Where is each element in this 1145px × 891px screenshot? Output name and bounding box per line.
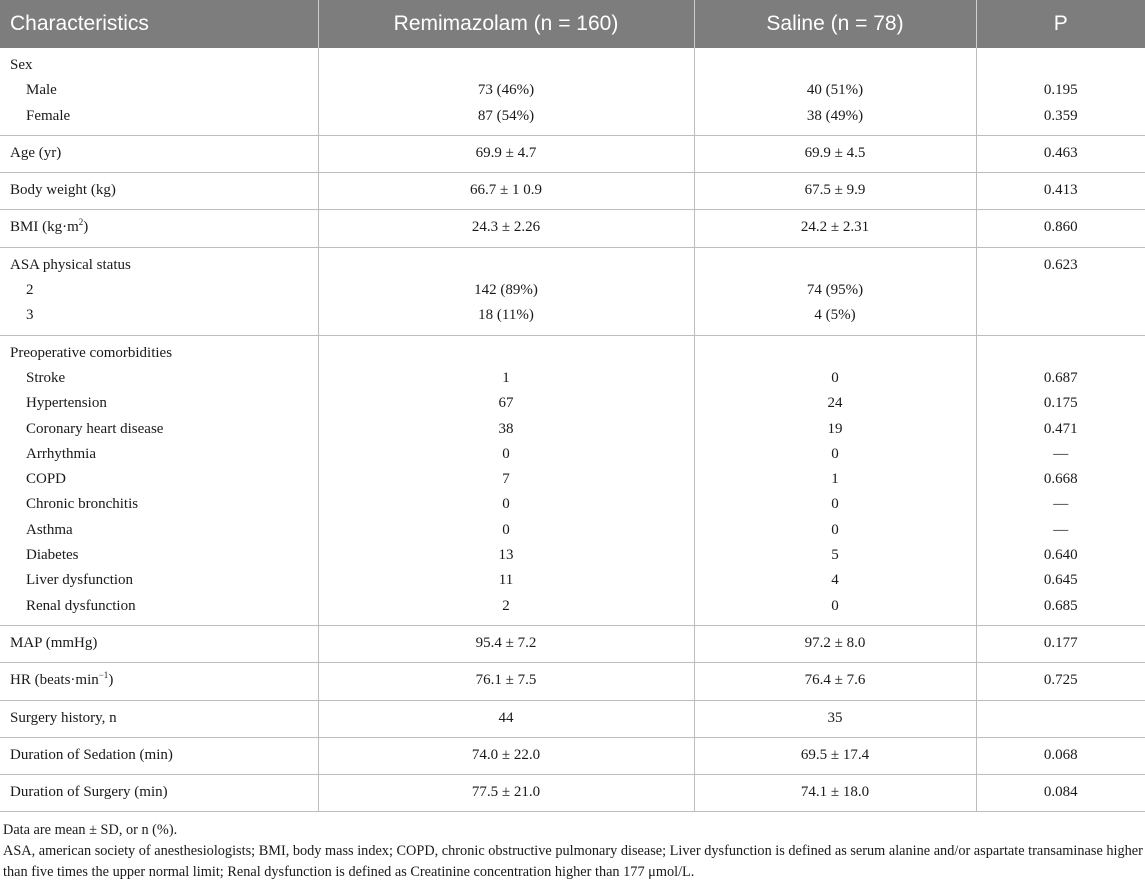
value-saline-diabetes: 5 <box>831 547 839 564</box>
table-row-hr <box>0 663 1145 700</box>
cell-saline <box>694 210 976 247</box>
cell-saline <box>694 775 976 812</box>
value-remi-map: 95.4 ± 7.2 <box>475 634 537 651</box>
value-p-bmi: 0.860 <box>1043 219 1078 236</box>
table-row-sedation <box>0 737 1145 774</box>
row-label-comorbidities: Preoperative comorbidities <box>10 344 173 361</box>
row-label-stroke: Stroke <box>26 369 66 386</box>
value-saline-hypertension: 24 <box>827 395 843 412</box>
footnote-data-format: Data are mean ± SD, or n (%). <box>3 822 178 839</box>
value-saline-liver: 4 <box>831 572 839 589</box>
row-label-sedation: Duration of Sedation (min) <box>10 746 173 763</box>
row-label-asthma: Asthma <box>26 521 73 538</box>
table-row-surgery <box>0 775 1145 812</box>
cell-remimazolam <box>318 210 694 247</box>
value-remi-age: 69.9 ± 4.7 <box>475 144 537 161</box>
value-p-asa: 0.623 <box>1043 256 1078 273</box>
value-saline-map: 97.2 ± 8.0 <box>804 634 866 651</box>
cell-p <box>976 135 1145 172</box>
value-saline-asthma: 0 <box>831 521 839 538</box>
value-remi-bmi: 24.3 ± 2.26 <box>471 219 541 236</box>
cell-p <box>976 247 1145 335</box>
row-label-asa: ASA physical status <box>10 256 131 273</box>
row-label-bronchitis: Chronic bronchitis <box>26 496 139 513</box>
cell-saline <box>694 737 976 774</box>
cell-label <box>0 210 318 247</box>
value-saline-renal: 0 <box>831 597 839 614</box>
value-p-surgery: 0.084 <box>1043 784 1078 801</box>
value-saline-hr: 76.4 ± 7.6 <box>804 672 866 689</box>
cell-remimazolam <box>318 135 694 172</box>
value-remi-male: 73 (46%) <box>477 82 535 99</box>
value-saline-male: 40 (51%) <box>806 82 864 99</box>
table-row-age <box>0 135 1145 172</box>
value-p-age: 0.463 <box>1043 144 1078 161</box>
value-remi-bronchitis: 0 <box>502 496 510 513</box>
cell-p <box>976 48 1145 135</box>
cell-p <box>976 210 1145 247</box>
cell-remimazolam <box>318 700 694 737</box>
table-row-sex <box>0 48 1145 135</box>
value-saline-arrhythmia: 0 <box>831 445 839 462</box>
cell-remimazolam <box>318 48 694 135</box>
table-row-weight <box>0 173 1145 210</box>
value-saline-asa-3: 4 (5%) <box>814 307 856 324</box>
value-p-arrhythmia: — <box>1053 445 1069 462</box>
value-p-surgery-history <box>977 706 1145 731</box>
cell-saline <box>694 135 976 172</box>
cell-p <box>976 663 1145 700</box>
cell-label <box>0 335 318 625</box>
value-remi-hr: 76.1 ± 7.5 <box>475 672 537 689</box>
value-p-asthma: — <box>1053 521 1069 538</box>
value-remi-asthma: 0 <box>502 521 510 538</box>
value-remi-diabetes: 13 <box>498 547 514 564</box>
value-p-hr: 0.725 <box>1043 672 1078 689</box>
cell-label <box>0 663 318 700</box>
value-saline-asa-2: 74 (95%) <box>806 282 864 299</box>
cell-p <box>976 775 1145 812</box>
cell-p <box>976 173 1145 210</box>
value-remi-surgery-history: 44 <box>498 709 514 726</box>
table-row-bmi <box>0 210 1145 247</box>
row-label-asa-3: 3 <box>26 307 34 324</box>
cell-remimazolam <box>318 247 694 335</box>
row-label-liver: Liver dysfunction <box>26 572 134 589</box>
table-row-map <box>0 625 1145 662</box>
header-saline: Saline (n = 78) <box>694 0 976 48</box>
value-p-map: 0.177 <box>1043 634 1078 651</box>
table-row-comorbidities <box>0 335 1145 625</box>
cell-saline <box>694 335 976 625</box>
value-saline-bmi: 24.2 ± 2.31 <box>800 219 870 236</box>
table-header-row <box>0 0 1145 48</box>
value-remi-asa-2: 142 (89%) <box>474 282 538 299</box>
header-remimazolam: Remimazolam (n = 160) <box>318 0 694 48</box>
header-p: P <box>976 0 1145 48</box>
value-saline-female: 38 (49%) <box>806 107 864 124</box>
cell-p <box>976 700 1145 737</box>
value-saline-stroke: 0 <box>831 369 839 386</box>
value-remi-renal: 2 <box>502 597 510 614</box>
value-remi-stroke: 1 <box>502 369 510 386</box>
value-p-renal: 0.685 <box>1043 597 1078 614</box>
cell-saline <box>694 48 976 135</box>
row-label-sex: Sex <box>10 57 33 73</box>
cell-saline <box>694 700 976 737</box>
row-label-copd: COPD <box>26 471 67 488</box>
value-p-liver: 0.645 <box>1043 572 1078 589</box>
cell-label <box>0 700 318 737</box>
row-label-bmi: BMI $(kg\cdot m^2)$ <box>10 217 89 236</box>
value-remi-coronary: 38 <box>498 420 514 437</box>
row-label-arrhythmia: Arrhythmia <box>26 445 96 462</box>
row-label-diabetes: Diabetes <box>26 547 79 564</box>
cell-saline <box>694 173 976 210</box>
value-saline-coronary: 19 <box>827 420 843 437</box>
cell-remimazolam <box>318 173 694 210</box>
cell-label <box>0 135 318 172</box>
row-label-map: MAP (mmHg) <box>10 634 98 651</box>
value-remi-weight: 66.7 ± 1 0.9 <box>470 182 542 199</box>
row-label-male: Male <box>26 82 57 99</box>
row-label-hypertension: Hypertension <box>26 395 107 412</box>
row-label-weight: Body weight (kg) <box>10 182 116 199</box>
cell-saline <box>694 247 976 335</box>
cell-saline <box>694 663 976 700</box>
cell-label <box>0 625 318 662</box>
value-saline-copd: 1 <box>831 471 839 488</box>
value-saline-weight: 67.5 ± 9.9 <box>804 182 866 199</box>
cell-label <box>0 775 318 812</box>
value-saline-age: 69.9 ± 4.5 <box>804 144 866 161</box>
value-p-hypertension: 0.175 <box>1043 395 1078 412</box>
table-row-surgery-history <box>0 700 1145 737</box>
header-characteristics: Characteristics <box>0 0 318 48</box>
table-footnotes <box>0 812 1145 883</box>
value-remi-hypertension: 67 <box>498 395 514 412</box>
cell-label <box>0 48 318 135</box>
value-remi-arrhythmia: 0 <box>502 445 510 462</box>
row-label-renal: Renal dysfunction <box>26 597 136 614</box>
footnote-abbreviations: ASA, american society of anesthesiologists; BMI, body mass index; COPD, chronic obstructive pulmonary disease; Liver dysfunction is defined as serum alanine and/or aspartate transaminase higher than five times the upper normal limit; Renal dysfunction is defined as Creatinine concentration higher than 177 μmol/L. <box>3 843 1143 881</box>
cell-p <box>976 737 1145 774</box>
cell-saline <box>694 625 976 662</box>
value-remi-sedation: 74.0 ± 22.0 <box>471 746 541 763</box>
value-saline-surgery: 74.1 ± 18.0 <box>800 784 870 801</box>
cell-p <box>976 625 1145 662</box>
value-saline-bronchitis: 0 <box>831 496 839 513</box>
value-saline-surgery-history: 35 <box>827 709 843 726</box>
cell-label <box>0 247 318 335</box>
value-p-female: 0.359 <box>1043 107 1078 124</box>
row-label-surgery-history: Surgery history, n <box>10 709 117 726</box>
cell-remimazolam <box>318 335 694 625</box>
value-p-diabetes: 0.640 <box>1043 547 1078 564</box>
value-p-stroke: 0.687 <box>1043 369 1078 386</box>
value-remi-asa-3: 18 (11%) <box>478 307 534 324</box>
value-p-male: 0.195 <box>1043 82 1078 99</box>
value-saline-sedation: 69.5 ± 17.4 <box>800 746 870 763</box>
row-label-female: Female <box>26 107 71 124</box>
cell-label <box>0 737 318 774</box>
value-p-copd: 0.668 <box>1043 471 1078 488</box>
table-row-asa <box>0 247 1145 335</box>
row-label-asa-2: 2 <box>26 282 34 299</box>
value-p-sedation: 0.068 <box>1043 746 1078 763</box>
row-label-coronary: Coronary heart disease <box>26 420 164 437</box>
row-label-surgery: Duration of Surgery (min) <box>10 784 168 801</box>
value-remi-surgery: 77.5 ± 21.0 <box>471 784 541 801</box>
value-p-weight: 0.413 <box>1043 182 1078 199</box>
value-p-coronary: 0.471 <box>1043 420 1078 437</box>
cell-remimazolam <box>318 663 694 700</box>
cell-remimazolam <box>318 737 694 774</box>
row-label-hr: HR $(beats\cdot\min^{-1})$ <box>10 670 114 689</box>
cell-remimazolam <box>318 775 694 812</box>
cell-remimazolam <box>318 625 694 662</box>
row-label-age: Age (yr) <box>10 144 62 161</box>
cell-label <box>0 173 318 210</box>
value-remi-female: 87 (54%) <box>477 107 535 124</box>
value-remi-liver: 11 <box>498 572 514 589</box>
cell-p <box>976 335 1145 625</box>
value-remi-copd: 7 <box>502 471 510 488</box>
value-p-bronchitis: — <box>1053 496 1069 513</box>
